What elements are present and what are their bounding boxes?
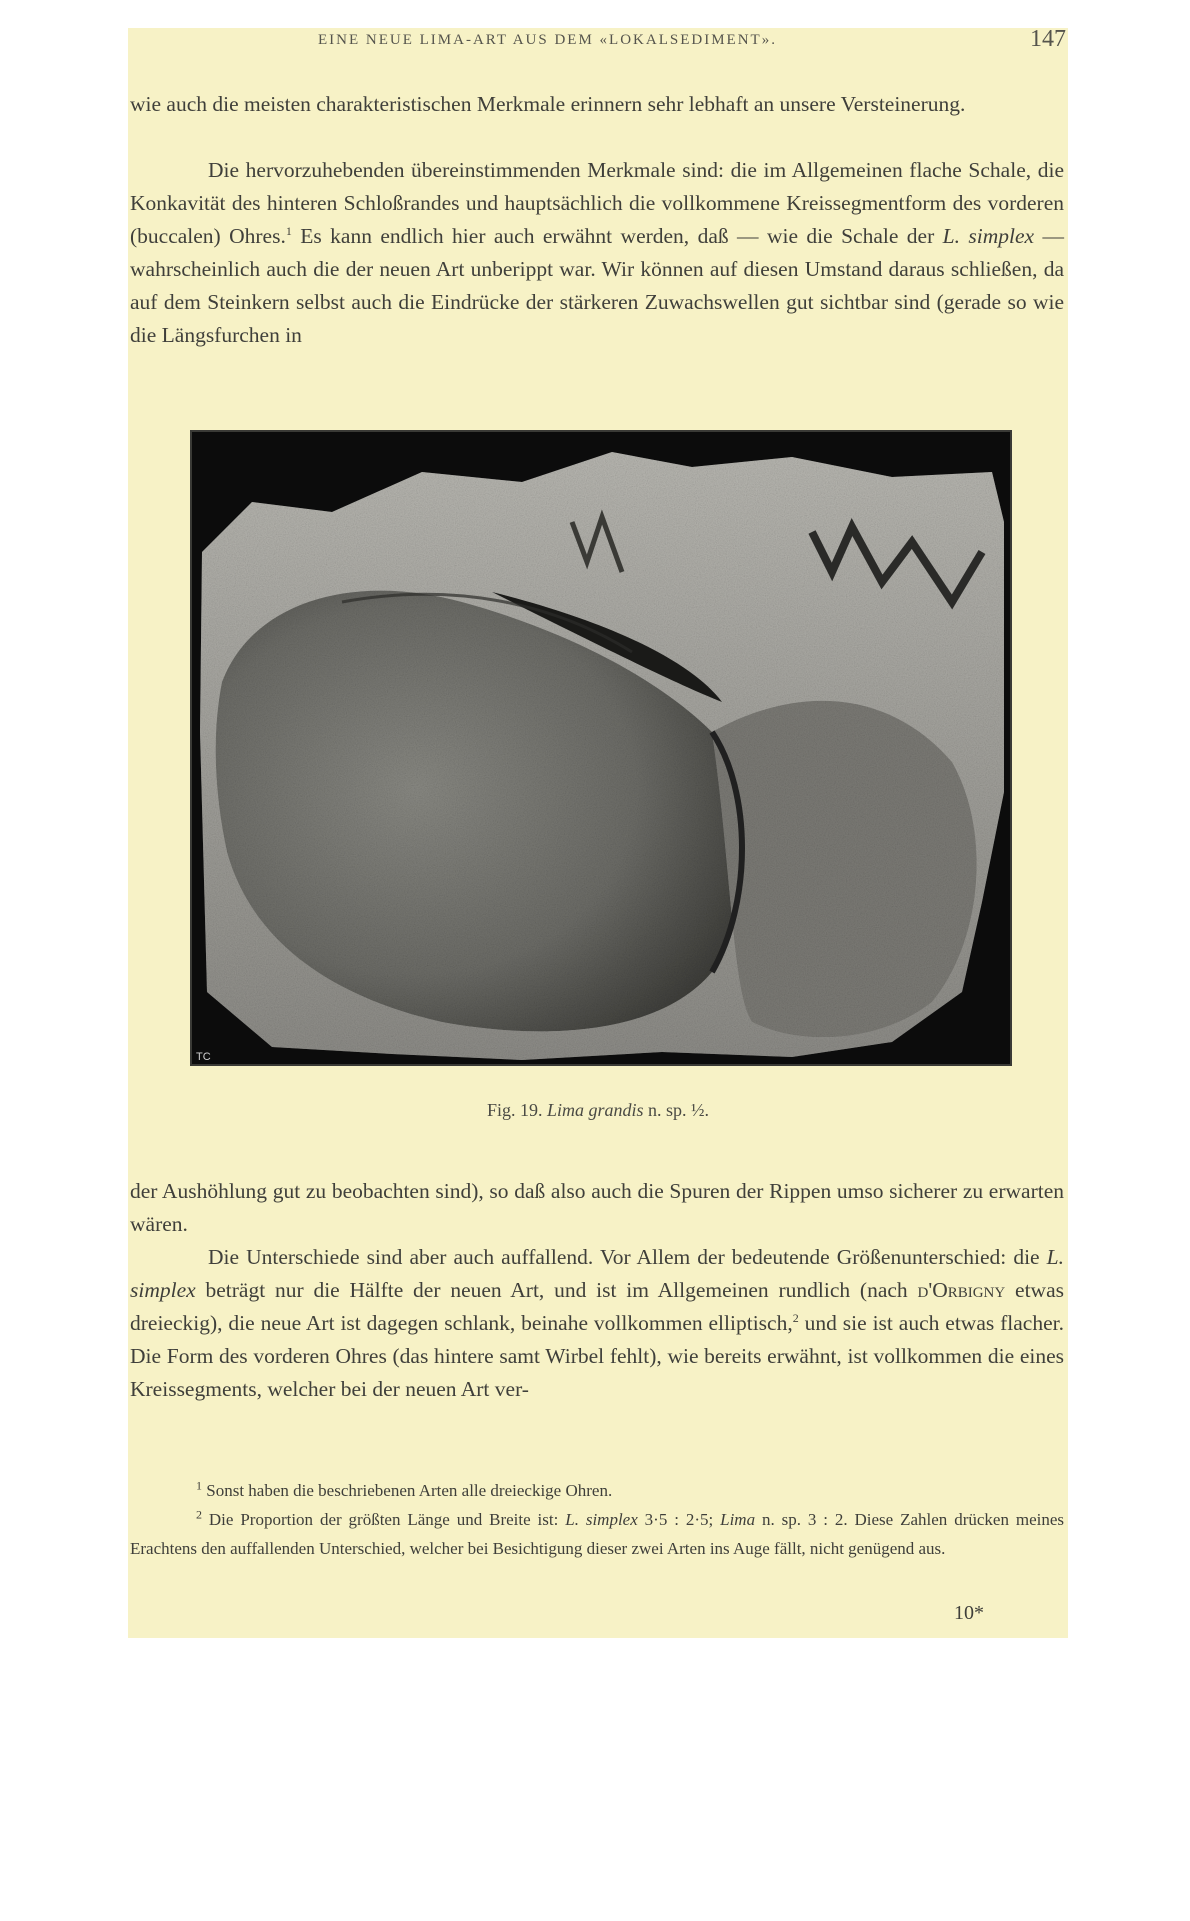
paragraph-2-text-c: — wahrscheinlich auch die der neuen Art unberippt war. Wir können auf diesen Umstand daraus schließen, da auf dem Steinkern selbst auch die Eindrücke der stärkeren Zuwachswellen gut sichtbar sind (gerade so wie die Längsfurchen in xyxy=(130,224,1065,347)
footnote-2-text-a: Die Proportion der größten Länge und Breite ist: xyxy=(202,1510,566,1529)
paragraph-2-text-a: Die hervorzuhebenden übereinstimmenden Merkmale sind: die im Allgemeinen flache Schale, die Konkavität des hinteren Schloßrandes und hauptsächlich die vollkommene Kreissegmentform des vorderen (buccalen) Ohres. xyxy=(130,158,1064,248)
author-name: d'Orbigny xyxy=(917,1278,1006,1302)
footnote-2-mark: 2 xyxy=(196,1507,202,1522)
paragraph-2 xyxy=(130,154,1064,352)
footnote-1-text: Sonst haben die beschriebenen Arten alle dreieckige Ohren. xyxy=(202,1481,613,1500)
footnote-2-species: L. simplex xyxy=(565,1510,638,1529)
footnote-2 xyxy=(130,1505,1064,1563)
paragraph-2-text-b: Es kann endlich hier auch erwähnt werden, daß — wie die Schale der xyxy=(291,224,943,248)
caption-species: Lima grandis xyxy=(546,1100,644,1120)
paragraph-4 xyxy=(130,1241,1064,1406)
footnote-ref-2: 2 xyxy=(792,1310,799,1325)
species-name-simplex-2: L. simplex xyxy=(130,1245,1064,1302)
paragraph-3: der Aushöhlung gut zu beobachten sind), so daß also auch die Spuren der Rippen umso sicherer zu erwarten wären. xyxy=(130,1179,1064,1236)
footnote-ref-1: 1 xyxy=(285,223,292,238)
fossil-photograph xyxy=(190,430,1012,1066)
species-name-simplex: L. simplex xyxy=(942,224,1035,248)
caption-prefix: Fig. 19. xyxy=(486,1100,543,1120)
figure-caption xyxy=(128,1100,1068,1121)
paragraph-4-text-d: und sie ist auch etwas flacher. Die Form des vorderen Ohres (das hintere samt Wirbel fehlt), wie bereits erwähnt, ist vollkommen die eines Kreissegments, welcher bei der neuen Art ver- xyxy=(130,1311,1064,1401)
paragraph-4-text-b: beträgt nur die Hälfte der neuen Art, und ist im Allgemeinen rundlich (nach xyxy=(195,1278,918,1302)
signature-mark: 10* xyxy=(954,1602,984,1624)
page-number: 147 xyxy=(1030,26,1066,52)
footnote-2-genus: Lima xyxy=(720,1510,756,1529)
caption-suffix: n. sp. ½. xyxy=(648,1100,710,1120)
photo-corner-mark: TC xyxy=(196,1051,211,1063)
paragraph-1: wie auch die meisten charakteristischen Merkmale erinnern sehr lebhaft an unsere Versteinerung. xyxy=(130,92,966,116)
running-header xyxy=(128,28,1068,58)
footnote-2-text-b: 3·5 : 2·5; xyxy=(637,1510,721,1529)
footnote-1-mark: 1 xyxy=(196,1478,202,1493)
paragraph-4-text-c: etwas dreieckig), die neue Art ist dagegen schlank, beinahe vollkommen elliptisch, xyxy=(130,1278,1064,1335)
footnote-1 xyxy=(130,1476,1064,1505)
running-title: EINE NEUE LIMA-ART AUS DEM «LOKALSEDIMENT». xyxy=(318,32,777,48)
footnotes xyxy=(130,1476,1064,1563)
fossil-image xyxy=(192,432,1010,1064)
footnote-2-text-c: n. sp. 3 : 2. Diese Zahlen drücken meines Erachtens den auffallenden Unterschied, welcher bei Besichtigung dieser zwei Arten ins Auge fällt, nicht genügend aus. xyxy=(130,1510,1064,1558)
page xyxy=(128,28,1068,1638)
paragraph-4-text-a: Die Unterschiede sind aber auch auffallend. Vor Allem der bedeutende Größenunterschied: die xyxy=(208,1245,1047,1269)
